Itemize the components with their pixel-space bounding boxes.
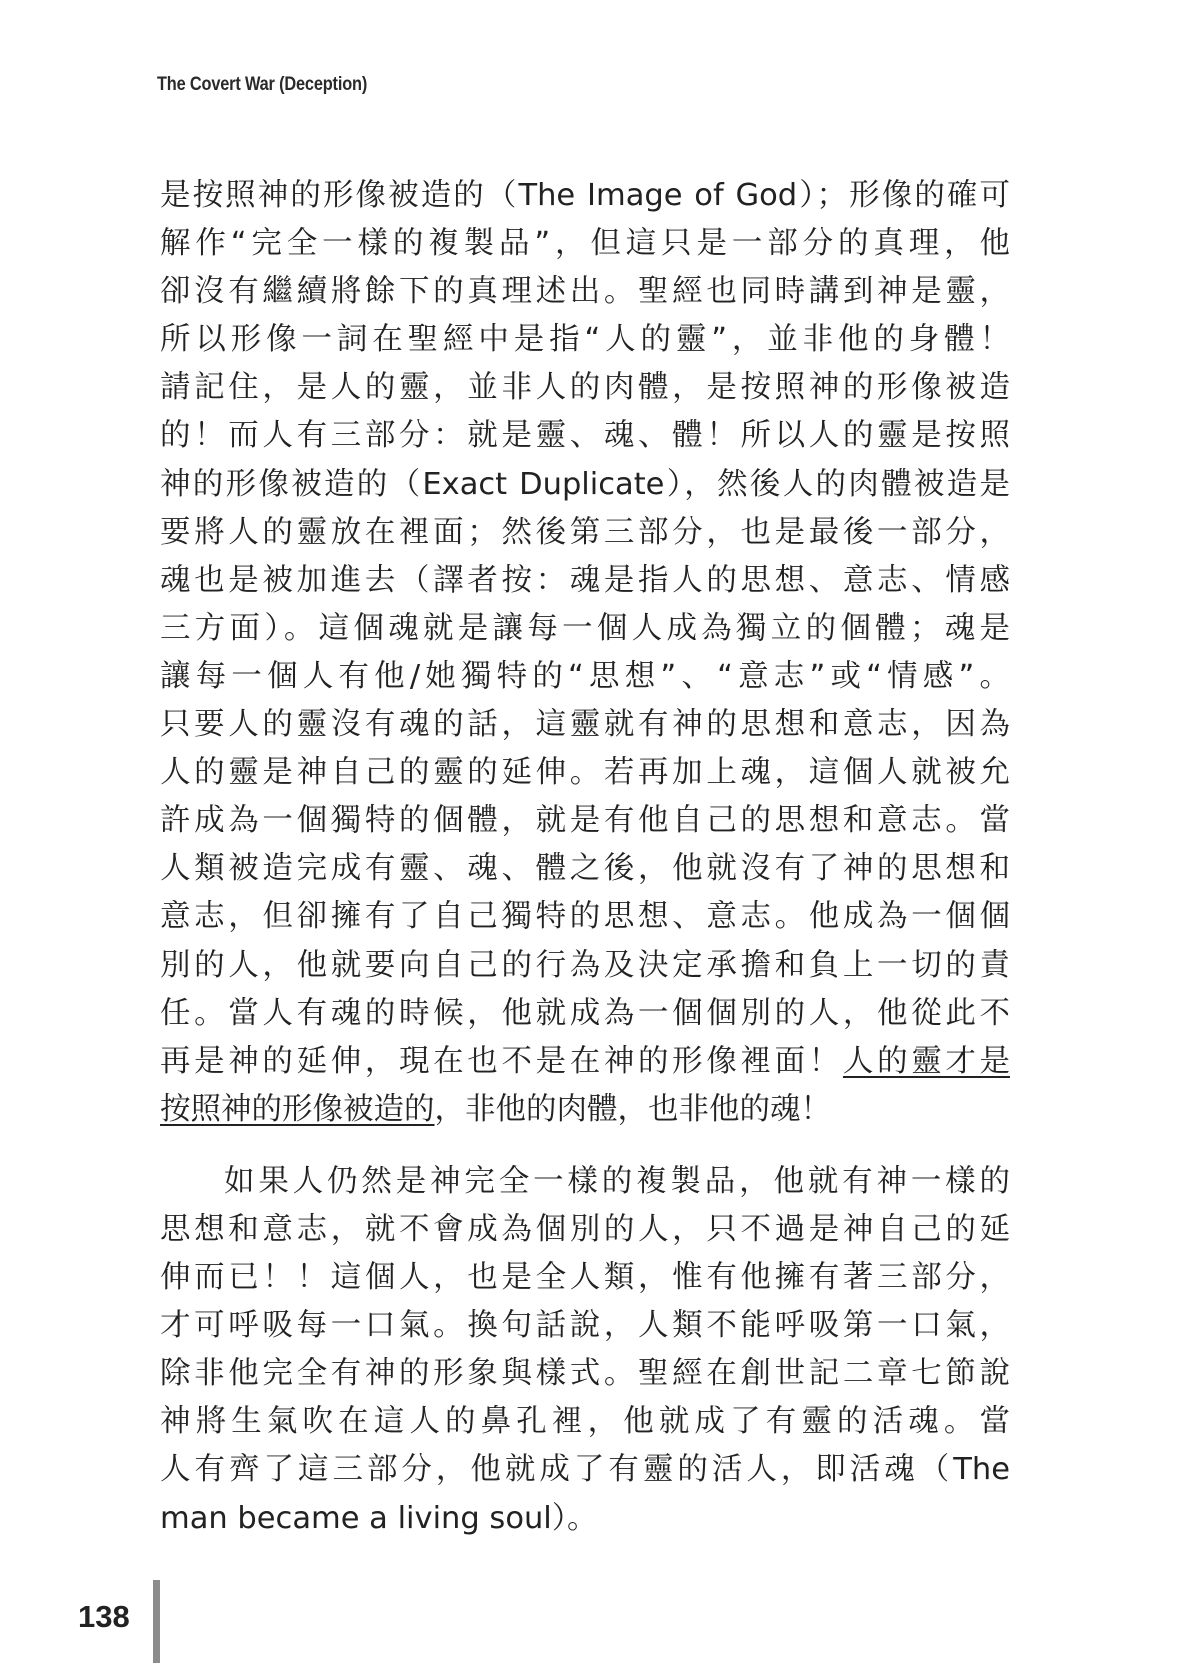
text-line: 只要人的靈沒有魂的話，這靈就有神的思想和意志，因為 [160, 707, 1010, 743]
text-line: 是按照神的形像被造的（The Image of God）；形像的確可 [160, 178, 1010, 213]
paragraph-1 [160, 172, 1010, 1134]
text-line: 要將人的靈放在裡面；然後第三部分，也是最後一部分， [160, 514, 1010, 550]
footer-divider [153, 1580, 160, 1663]
paragraph-spacer [160, 1134, 1010, 1158]
text-line: 如果人仍然是神完全一樣的複製品，他就有神一樣的 [224, 1163, 1010, 1199]
text-line: 所以形像一詞在聖經中是指“人的靈”，並非他的身體！ [160, 322, 1010, 358]
text-line: 任。當人有魂的時候，他就成為一個個別的人，他從此不 [160, 995, 1010, 1031]
underlined-emphasis: 人的靈才是 [842, 1043, 1010, 1079]
page-number: 138 [78, 1599, 130, 1634]
text-line: 伸而已！！這個人，也是全人類，惟有他擁有著三部分， [160, 1260, 1010, 1296]
text-line: 三方面）。這個魂就是讓每一個人成為獨立的個體；魂是 [160, 610, 1010, 646]
running-head-title: The Covert War (Deception) [157, 74, 368, 95]
text-line: 除非他完全有神的形象與樣式。聖經在創世記二章七節說 [160, 1356, 1010, 1392]
text-line: 意志，但卻擁有了自己獨特的思想、意志。他成為一個個 [160, 899, 1010, 935]
underlined-emphasis: 按照神的形像被造的 [160, 1091, 435, 1127]
text-line: 的！而人有三部分：就是靈、魂、體！所以人的靈是按照 [160, 418, 1010, 454]
text-line [160, 1086, 1010, 1134]
text-segment: ，非他的肉體，也非他的魂！ [434, 1091, 831, 1127]
text-line: 別的人，他就要向自己的行為及決定承擔和負上一切的責 [160, 947, 1010, 983]
text-line: 神將生氣吹在這人的鼻孔裡，他就成了有靈的活魂。當 [160, 1404, 1010, 1440]
text-line: 卻沒有繼續將餘下的真理述出。聖經也同時講到神是靈， [160, 274, 1010, 310]
text-line: 讓每一個人有他/她獨特的“思想”、“意志”或“情感”。 [160, 658, 1010, 694]
text-line: 思想和意志，就不會成為個別的人，只不過是神自己的延 [160, 1211, 1010, 1247]
text-line: 人類被造完成有靈、魂、體之後，他就沒有了神的思想和 [160, 851, 1010, 887]
text-line: 許成為一個獨特的個體，就是有他自己的思想和意志。當 [160, 803, 1010, 839]
text-line: 神的形像被造的（Exact Duplicate），然後人的肉體被造是 [160, 466, 1010, 502]
text-line: 魂也是被加進去（譯者按：魂是指人的思想、意志、情感 [160, 562, 1010, 598]
text-line: 請記住，是人的靈，並非人的肉體，是按照神的形像被造 [160, 370, 1010, 406]
text-line: 才可呼吸每一口氣。換句話說，人類不能呼吸第一口氣， [160, 1308, 1010, 1344]
body-text [160, 172, 1010, 1543]
paragraph-2 [160, 1158, 1010, 1543]
text-line: 解作“完全一樣的複製品”，但這只是一部分的真理，他 [160, 226, 1010, 262]
text-segment: 再是神的延伸，現在也不是在神的形像裡面！ [160, 1043, 843, 1079]
text-line: 人有齊了這三部分，他就成了有靈的活人，即活魂（The [160, 1452, 1010, 1488]
text-line: man became a living soul）。 [160, 1500, 598, 1536]
text-line: 人的靈是神自己的靈的延伸。若再加上魂，這個人就被允 [160, 755, 1010, 791]
text-line [160, 1038, 1010, 1086]
